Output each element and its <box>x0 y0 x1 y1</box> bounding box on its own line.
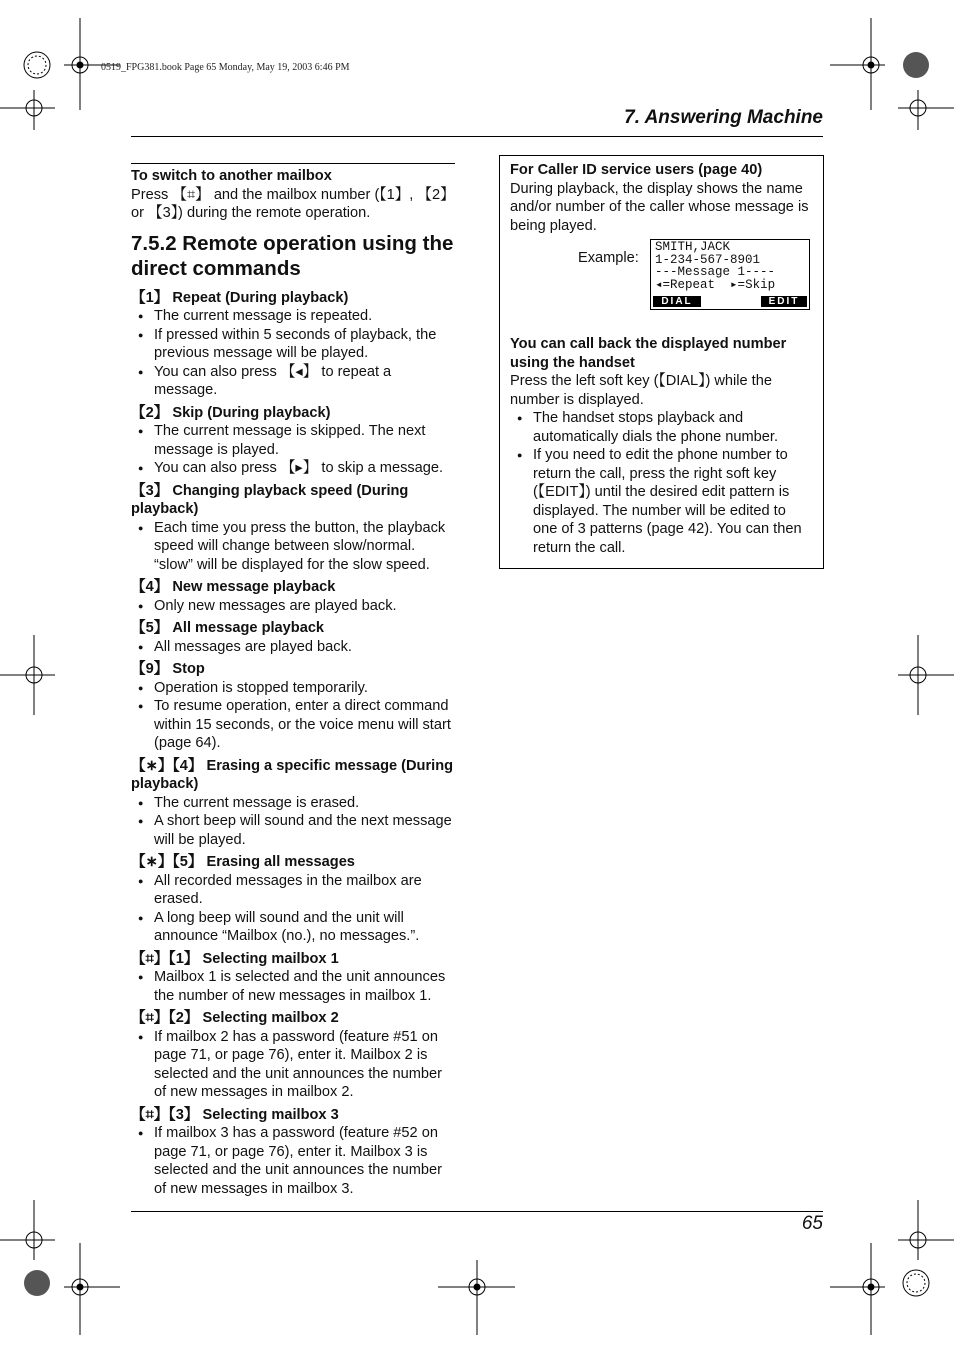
command-section <box>131 619 455 656</box>
command-heading: 【5】 All message playback <box>131 620 325 636</box>
list-item: ● To resume operation, enter a direct command within 15 seconds, or the voice menu will start (page 64). <box>131 697 455 753</box>
lcd-line: ---Message 1---- <box>655 265 776 280</box>
command-heading: 【4】 New message playback <box>131 579 336 595</box>
callback-title: You can call back the displayed number using the handset <box>510 336 787 371</box>
edit-softkey-label: EDIT <box>761 296 807 307</box>
dial-softkey-label: DIAL <box>653 296 701 307</box>
command-heading: 【⌗】【1】 Selecting mailbox 1 <box>131 950 339 967</box>
footer-rule <box>131 1211 823 1212</box>
gray-dot-icon <box>24 1270 50 1296</box>
switch-mailbox-text: Press 【⌗】 and the mailbox number (【1】, 【2】 or 【3】) during the remote operation. <box>131 186 455 221</box>
command-heading: 【∗】【4】 Erasing a specific message (During playback) <box>131 757 454 792</box>
header-rule <box>131 136 823 137</box>
crosshair-icon <box>898 1200 954 1260</box>
box-title: For Caller ID service users (page 40) <box>510 162 763 178</box>
list-item: ● The handset stops playback and automatically dials the phone number. <box>510 409 813 446</box>
lcd-display <box>650 239 810 310</box>
command-heading: 【∗】【5】 Erasing all messages <box>131 854 355 870</box>
command-heading: 【⌗】【2】 Selecting mailbox 2 <box>131 1010 339 1026</box>
crosshair-icon <box>898 90 954 130</box>
list-item: ● Operation is stopped temporarily. <box>131 679 455 698</box>
command-section <box>131 404 455 478</box>
lcd-line: 1-234-567-8901 <box>655 252 761 267</box>
command-section <box>131 1009 455 1102</box>
command-section <box>131 482 455 575</box>
command-heading: 【1】 Repeat (During playback) <box>131 289 349 306</box>
list-item: ● You can also press 【◂】 to repeat a message. <box>131 363 455 400</box>
list-item: ● A short beep will sound and the next message will be played. <box>131 812 455 849</box>
header-title: 7. Answering Machine <box>624 107 823 128</box>
switch-mailbox-block <box>131 163 455 223</box>
list-item-text: “slow” will be displayed for the slow speed. <box>154 556 430 573</box>
starburst-icon <box>903 1270 929 1296</box>
gray-dot-icon <box>903 52 929 78</box>
command-section <box>131 757 455 850</box>
page-number: 65 <box>801 1213 823 1234</box>
list-item: ● If you need to edit the phone number to return the call, press the right soft key (【EDIT】) until the desired edit pattern is displayed. The number will be edited to one of 3 patterns (page 42). You can then return the call. <box>510 446 813 557</box>
example-label: Example: <box>578 250 639 266</box>
lcd-line: SMITH,JACK <box>655 240 731 254</box>
command-section <box>131 660 455 753</box>
command-section <box>131 1106 455 1199</box>
command-section <box>131 289 455 400</box>
command-heading: 【3】 Changing playback speed (During playback) <box>131 482 409 517</box>
switch-mailbox-title: To switch to another mailbox <box>131 168 332 184</box>
list-item: ● The current message is erased. <box>131 794 455 813</box>
list-item <box>131 519 455 575</box>
command-section <box>131 578 455 615</box>
lcd-line: ◂=Repeat ▸=Skip <box>655 278 776 293</box>
crosshair-icon <box>0 90 55 130</box>
starburst-icon <box>24 52 50 78</box>
left-column <box>131 163 455 1202</box>
list-item: ● The current message is skipped. The next message is played. <box>131 422 455 459</box>
list-item: ● If mailbox 2 has a password (feature #51 on page 71, or page 76), enter it. Mailbox 2 is selected and the unit announces the number of new messages in mailbox 2. <box>131 1028 455 1102</box>
list-item-text: Each time you press the button, the playback speed will change between slow/normal. <box>154 519 446 554</box>
crosshair-icon <box>830 18 885 110</box>
crosshair-icon <box>438 1260 515 1335</box>
list-item: ● All messages are played back. <box>131 638 455 657</box>
list-item: ● Only new messages are played back. <box>131 597 455 616</box>
lcd-softkeys <box>653 296 807 307</box>
list-item: ● If mailbox 3 has a password (feature #52 on page 71, or page 76), enter it. Mailbox 3 is selected and the unit announces the number of new messages in mailbox 3. <box>131 1124 455 1198</box>
box-intro: During playback, the display shows the name and/or number of the caller whose message is being played. <box>510 180 809 234</box>
crosshair-icon <box>0 635 55 715</box>
list-item: ● The current message is repeated. <box>131 307 455 326</box>
callback-text: Press the left soft key (【DIAL】) while the number is displayed. <box>510 373 772 408</box>
command-section <box>131 853 455 946</box>
list-item: ● Mailbox 1 is selected and the unit announces the number of new messages in mailbox 1. <box>131 968 455 1005</box>
command-heading: 【⌗】【3】 Selecting mailbox 3 <box>131 1106 339 1123</box>
example-row <box>510 240 813 335</box>
crosshair-icon <box>0 1200 55 1260</box>
list-item: ● If pressed within 5 seconds of playback, the previous message will be played. <box>131 326 455 363</box>
caller-id-box <box>499 155 824 569</box>
command-heading: 【9】 Stop <box>131 661 205 677</box>
crosshair-icon <box>830 1243 885 1335</box>
crosshair-icon <box>898 635 954 715</box>
print-info: 0519_FPG381.book Page 65 Monday, May 19, 2003 6:46 PM <box>101 62 350 73</box>
list-item: ● All recorded messages in the mailbox are erased. <box>131 872 455 909</box>
command-heading: 【2】 Skip (During playback) <box>131 404 331 421</box>
section-title: 7.5.2 Remote operation using the direct commands <box>131 231 454 280</box>
crosshair-icon <box>64 1243 120 1335</box>
list-item: ● A long beep will sound and the unit will announce “Mailbox (no.), no messages.”. <box>131 909 455 946</box>
command-section <box>131 950 455 1006</box>
list-item: ● You can also press 【▸】 to skip a message. <box>131 459 455 478</box>
